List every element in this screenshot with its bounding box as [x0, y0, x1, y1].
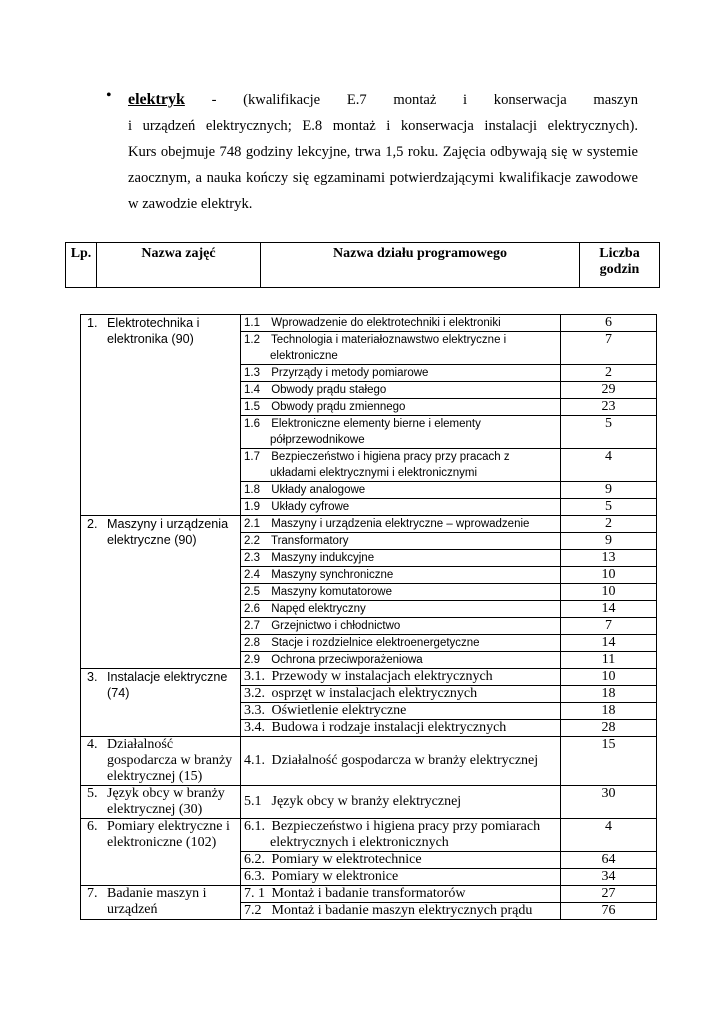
section-cell [241, 819, 561, 852]
section-cell [241, 584, 561, 601]
group-name-cell [81, 819, 241, 886]
section-text: Przyrządy i metody pomiarowe [268, 367, 429, 379]
hours-cell: 29 [561, 382, 657, 399]
section-number: 6.3. [244, 869, 265, 884]
section-text: Stacje i rozdzielnice elektroenergetyczne [268, 637, 480, 649]
section-number: 4.1. [244, 753, 265, 768]
hours-cell: 10 [561, 567, 657, 584]
section-title [244, 399, 557, 415]
section-number: 2.4 [244, 569, 260, 581]
header-section: Nazwa działu programowego [261, 243, 580, 288]
section-text: Obwody prądu zmiennego [268, 401, 406, 413]
section-text: Elektroniczne elementy bierne i elementy [268, 418, 481, 430]
section-text: Oświetlenie elektryczne [268, 703, 407, 718]
section-text: Działalność gospodarcza w branży elektrycznej [268, 753, 539, 768]
header-table [65, 242, 660, 288]
section-cell [241, 686, 561, 703]
hours-cell: 15 [561, 737, 657, 786]
section-title [244, 416, 557, 432]
section-title [244, 819, 557, 835]
section-title [244, 669, 557, 685]
section-cell [241, 869, 561, 886]
section-title [244, 382, 557, 398]
section-cell [241, 703, 561, 720]
section-number: 1.4 [244, 384, 260, 396]
section-title [244, 652, 557, 668]
intro-line [128, 191, 638, 217]
hours-cell: 9 [561, 533, 657, 550]
section-text: Pomiary w elektronice [268, 869, 399, 884]
section-cell [241, 399, 561, 416]
section-text: Maszyny i urządzenia elektryczne – wprowadzenie [268, 518, 530, 530]
section-title [244, 852, 557, 868]
group-number: 4. [87, 737, 98, 752]
intro-line [128, 139, 638, 165]
hours-cell: 64 [561, 852, 657, 869]
section-title [244, 720, 557, 736]
hours-cell: 76 [561, 903, 657, 920]
section-title [244, 365, 557, 381]
section-number: 2.3 [244, 552, 260, 564]
section-number: 5.1 [244, 794, 262, 809]
section-number: 2.8 [244, 637, 260, 649]
hours-cell: 9 [561, 482, 657, 499]
section-text: Bezpieczeństwo i higiena pracy przy pomiarach [268, 819, 541, 834]
hours-cell: 13 [561, 550, 657, 567]
hours-cell: 30 [561, 786, 657, 819]
bullet-icon: • [106, 87, 112, 104]
section-number: 3.4. [244, 720, 265, 735]
section-cell [241, 449, 561, 482]
section-cell [241, 533, 561, 550]
section-title [244, 315, 557, 331]
hours-cell: 4 [561, 449, 657, 482]
group-name: Działalność gospodarcza w branży elektrycznej (15) [107, 737, 233, 784]
hours-cell: 7 [561, 618, 657, 635]
section-cell [241, 786, 561, 819]
group-number: 3. [87, 670, 98, 684]
section-cell [241, 720, 561, 737]
section-cell [241, 737, 561, 786]
table-row [81, 315, 657, 332]
hours-cell: 5 [561, 416, 657, 449]
group-name-cell [81, 886, 241, 920]
hours-cell: 7 [561, 332, 657, 365]
section-title [244, 584, 557, 600]
section-number: 6.2. [244, 852, 265, 867]
section-text-continued: układami elektrycznymi i elektronicznymi [270, 467, 478, 479]
section-text: Język obcy w branży elektrycznej [268, 794, 462, 809]
group-number: 6. [87, 819, 98, 834]
section-cell [241, 635, 561, 652]
section-text: Maszyny komutatorowe [268, 586, 392, 598]
section-text: Montaż i badanie maszyn elektrycznych prądu [268, 903, 533, 918]
section-title [244, 886, 557, 902]
hours-cell: 5 [561, 499, 657, 516]
intro-line [128, 87, 638, 113]
section-number: 1.6 [244, 418, 260, 430]
group-name: Instalacje elektryczne (74) [107, 670, 228, 700]
section-title [244, 753, 557, 769]
header-name: Nazwa zajęć [97, 243, 261, 288]
section-text-continued: elektroniczne [270, 350, 338, 362]
section-text: Technologia i materiałoznawstwo elektryczne i [268, 334, 507, 346]
group-name: Badanie maszyn i urządzeń [107, 886, 207, 917]
section-title [244, 703, 557, 719]
section-text-continued: elektrycznych i elektronicznych [270, 835, 449, 850]
section-number: 1.3 [244, 367, 260, 379]
section-number: 1.1 [244, 317, 260, 329]
group-name: Elektrotechnika i elektronika (90) [107, 316, 200, 346]
section-title [244, 686, 557, 702]
hours-cell: 10 [561, 584, 657, 601]
section-title [244, 550, 557, 566]
section-title [244, 794, 557, 810]
section-cell [241, 852, 561, 869]
section-number: 2.5 [244, 586, 260, 598]
hours-cell: 6 [561, 315, 657, 332]
section-text: Wprowadzenie do elektrotechniki i elektroniki [268, 317, 501, 329]
intro-line [128, 165, 638, 191]
section-title [244, 601, 557, 617]
table-row [81, 516, 657, 533]
intro-text: Kurs obejmuje 748 godziny lekcyjne, trwa 1,5 roku. Zajęcia odbywają się w systemie [128, 144, 638, 160]
intro-text: - (kwalifikacje E.7 montaż i konserwacja maszyn [184, 92, 638, 108]
section-cell [241, 482, 561, 499]
section-text: Przewody w instalacjach elektrycznych [268, 669, 493, 684]
section-cell [241, 567, 561, 584]
section-text: Maszyny indukcyjne [268, 552, 375, 564]
hours-cell: 4 [561, 819, 657, 852]
section-cell [241, 499, 561, 516]
section-text: Ochrona przeciwporażeniowa [268, 654, 423, 666]
group-name-cell [81, 669, 241, 737]
section-number: 7.2 [244, 903, 262, 918]
section-number: 2.1 [244, 518, 260, 530]
group-name-cell [81, 786, 241, 819]
section-cell [241, 669, 561, 686]
intro-text: zaocznym, a nauka kończy się egzaminami potwierdzającymi kwalifikacje zawodowe [128, 170, 638, 186]
group-name: Maszyny i urządzenia elektryczne (90) [107, 517, 229, 547]
group-name-cell [81, 315, 241, 516]
section-number: 1.8 [244, 484, 260, 496]
section-number: 1.9 [244, 501, 260, 513]
hours-cell: 28 [561, 720, 657, 737]
hours-cell: 14 [561, 635, 657, 652]
intro-lines [128, 87, 638, 217]
profession-name: elektryk [128, 91, 185, 108]
group-number: 2. [87, 517, 98, 531]
section-title [244, 499, 557, 515]
group-number: 5. [87, 786, 98, 801]
section-title [244, 332, 557, 348]
section-cell [241, 382, 561, 399]
header-hours: Liczba godzin [580, 243, 660, 288]
section-cell [241, 516, 561, 533]
section-text: Budowa i rodzaje instalacji elektrycznych [268, 720, 507, 735]
section-text: Maszyny synchroniczne [268, 569, 394, 581]
hours-cell: 18 [561, 703, 657, 720]
section-number: 7. 1 [244, 886, 265, 901]
hours-cell: 18 [561, 686, 657, 703]
section-text: Montaż i badanie transformatorów [268, 886, 466, 901]
section-number: 2.2 [244, 535, 260, 547]
section-number: 6.1. [244, 819, 265, 834]
section-number: 1.7 [244, 451, 260, 463]
section-text: Grzejnictwo i chłodnictwo [268, 620, 401, 632]
section-cell [241, 550, 561, 567]
table-row [81, 886, 657, 903]
intro-text: w zawodzie elektryk. [128, 196, 253, 212]
section-number: 1.5 [244, 401, 260, 413]
hours-cell: 27 [561, 886, 657, 903]
section-number: 3.3. [244, 703, 265, 718]
table-row [81, 669, 657, 686]
section-cell [241, 332, 561, 365]
section-cell [241, 601, 561, 618]
header-lp: Lp. [66, 243, 97, 288]
section-text: Układy analogowe [268, 484, 366, 496]
hours-cell: 23 [561, 399, 657, 416]
section-number: 2.7 [244, 620, 260, 632]
section-number: 2.9 [244, 654, 260, 666]
curriculum-table [80, 314, 657, 920]
section-cell [241, 903, 561, 920]
section-title [244, 869, 557, 885]
section-title [244, 635, 557, 651]
intro-paragraph [106, 87, 638, 217]
section-text-continued: półprzewodnikowe [270, 434, 365, 446]
hours-cell: 34 [561, 869, 657, 886]
section-cell [241, 652, 561, 669]
intro-line [128, 113, 638, 139]
group-name: Język obcy w branży elektrycznej (30) [107, 786, 225, 817]
hours-cell: 2 [561, 516, 657, 533]
hours-cell: 11 [561, 652, 657, 669]
section-title [244, 449, 557, 465]
section-text: osprzęt w instalacjach elektrycznych [268, 686, 478, 701]
section-text: Układy cyfrowe [268, 501, 350, 513]
hours-cell: 2 [561, 365, 657, 382]
section-text: Bezpieczeństwo i higiena pracy przy pracach z [268, 451, 510, 463]
section-cell [241, 365, 561, 382]
table-row [81, 786, 657, 819]
table-row [81, 737, 657, 786]
section-cell [241, 886, 561, 903]
section-cell [241, 315, 561, 332]
section-number: 2.6 [244, 603, 260, 615]
section-title [244, 903, 557, 919]
intro-text: i urządzeń elektrycznych; E.8 montaż i konserwacja instalacji elektrycznych). [128, 118, 638, 134]
section-text: Transformatory [268, 535, 349, 547]
section-number: 3.2. [244, 686, 265, 701]
section-number: 1.2 [244, 334, 260, 346]
group-name: Pomiary elektryczne i elektroniczne (102) [107, 819, 230, 850]
section-text: Napęd elektryczny [268, 603, 366, 615]
section-cell [241, 416, 561, 449]
section-title [244, 618, 557, 634]
group-number: 7. [87, 886, 98, 901]
hours-cell: 10 [561, 669, 657, 686]
group-name-cell [81, 737, 241, 786]
section-title [244, 533, 557, 549]
section-text: Pomiary w elektrotechnice [268, 852, 422, 867]
section-cell [241, 618, 561, 635]
table-row [81, 819, 657, 852]
section-text: Obwody prądu stałego [268, 384, 387, 396]
section-title [244, 482, 557, 498]
section-number: 3.1. [244, 669, 265, 684]
section-title [244, 567, 557, 583]
group-name-cell [81, 516, 241, 669]
group-number: 1. [87, 316, 98, 330]
section-title [244, 516, 557, 532]
hours-cell: 14 [561, 601, 657, 618]
